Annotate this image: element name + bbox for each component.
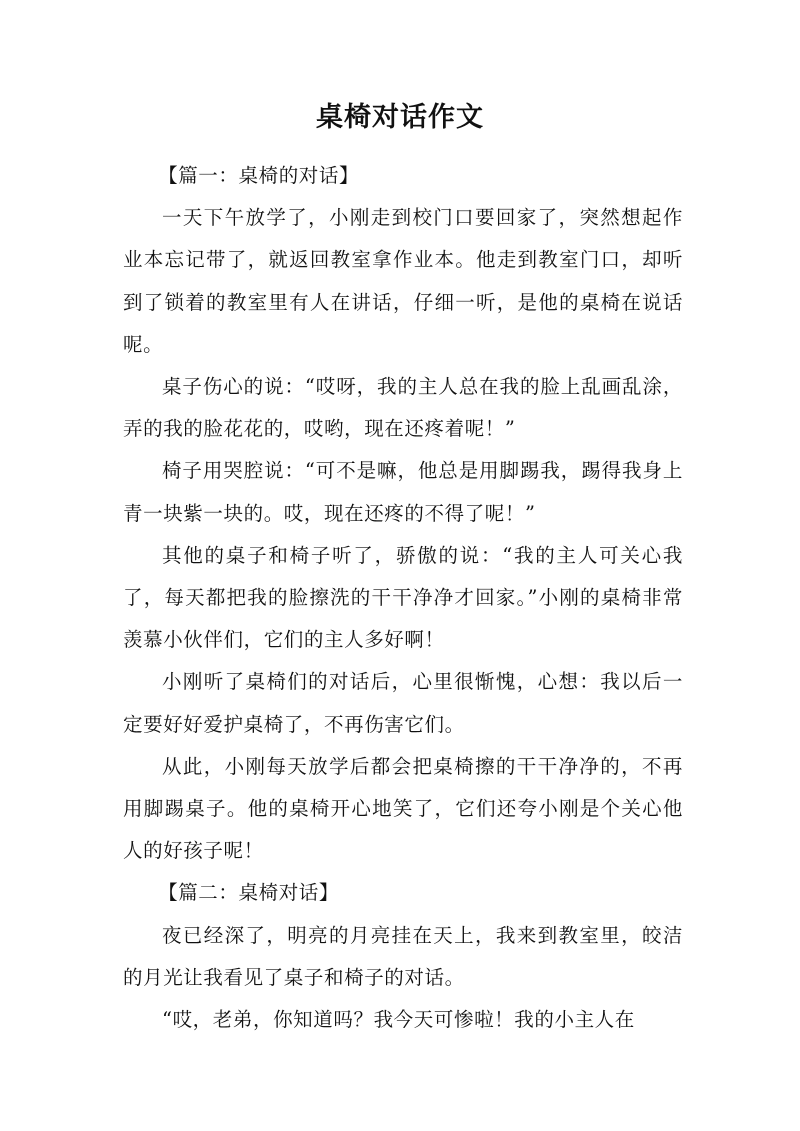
document-body [123,155,683,1041]
paragraph: 从此，小刚每天放学后都会把桌椅擦的干干净净的，不再用脚踢桌子。他的桌椅开心地笑了，它们还夸小刚是个关心他人的好孩子呢！ [123,754,683,863]
paragraph: 其他的桌子和椅子听了，骄傲的说：“我的主人可关心我了，每天都把我的脸擦洗的干干净净才回家。”小刚的桌椅非常羡慕小伙伴们，它们的主人多好啊！ [123,543,683,652]
paragraph: 一天下午放学了，小刚走到校门口要回家了，突然想起作业本忘记带了，就返回教室拿作业本。他走到教室门口，却听到了锁着的教室里有人在讲话，仔细一听，是他的桌椅在说话呢。 [123,206,683,356]
paragraph: 椅子用哭腔说：“可不是嘛，他总是用脚踢我，踢得我身上青一块紫一块的。哎，现在还疼的不得了呢！” [123,459,683,525]
document-title: 桌椅对话作文 [316,102,484,133]
paragraph: 夜已经深了，明亮的月亮挂在天上，我来到教室里，皎洁的月光让我看见了桌子和椅子的对话。 [123,923,683,989]
paragraph: “哎，老弟，你知道吗？我今天可惨啦！我的小主人在 [162,1008,635,1032]
paragraph: 小刚听了桌椅们的对话后，心里很惭愧，心想：我以后一定要好好爱护桌椅了，不再伤害它们。 [123,670,683,736]
section-heading: 【篇二：桌椅对话】 [158,881,339,905]
section-heading: 【篇一：桌椅的对话】 [158,164,360,187]
paragraph: 桌子伤心的说：“哎呀，我的主人总在我的脸上乱画乱涂，弄的我的脸花花的，哎哟，现在还疼着呢！” [123,375,683,441]
